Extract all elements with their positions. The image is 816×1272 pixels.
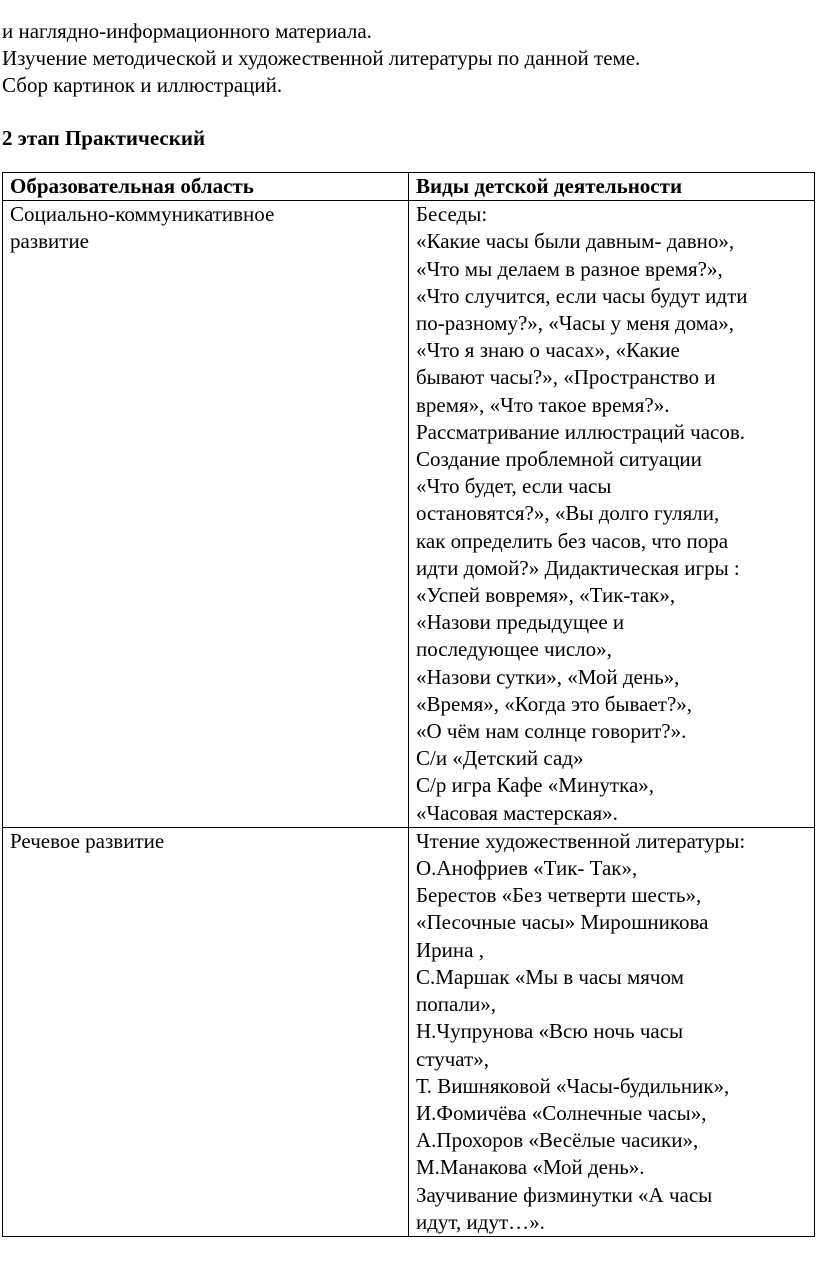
activity-line: «Что будет, если часы <box>416 474 612 499</box>
activity-line: «О чём нам солнце говорит?». <box>416 719 687 744</box>
activity-line: Берестов «Без четверти шесть», <box>416 883 702 908</box>
activity-line: Рассматривание иллюстраций часов. <box>416 419 746 444</box>
activity-line: стучат», <box>416 1046 489 1071</box>
activity-line: «Часовая мастерская». <box>416 800 618 825</box>
area-line: Социально-коммуникативное <box>10 202 275 227</box>
activity-line: И.Фомичёва «Солнечные часы», <box>416 1100 707 1125</box>
activity-line: идти домой?» Дидактическая игры : <box>416 555 740 580</box>
intro-line: и наглядно-информационного материала. <box>2 19 372 43</box>
activity-line: «Успей вовремя», «Тик-так», <box>416 583 676 608</box>
activity-line: О.Анофриев «Тик- Так», <box>416 856 638 881</box>
activity-line: С.Маршак «Мы в часы мячом <box>416 964 684 989</box>
activity-line: как определить без часов, что пора <box>416 528 729 553</box>
activity-line: «Песочные часы» Мирошникова <box>416 910 709 935</box>
area-line: Речевое развитие <box>10 828 165 853</box>
table-row <box>3 827 815 1236</box>
activity-line: «Что мы делаем в разное время?», <box>416 256 723 281</box>
activity-line: Т. Вишняковой «Часы-будильник», <box>416 1073 730 1098</box>
activity-line: Создание проблемной ситуации <box>416 447 702 472</box>
activity-line: С/р игра Кафе «Минутка», <box>416 773 655 798</box>
activity-line: остановятся?», «Вы долго гуляли, <box>416 501 720 526</box>
activity-line: последующее число», <box>416 637 612 662</box>
activity-line: Ирина , <box>416 937 484 962</box>
activity-line: Чтение художественной литературы: <box>416 828 746 853</box>
activities-table <box>2 172 815 1237</box>
activity-line: «Назови сутки», «Мой день», <box>416 664 680 689</box>
activity-line: бывают часы?», «Пространство и <box>416 365 716 390</box>
activity-line: М.Манакова «Мой день». <box>416 1155 645 1180</box>
area-cell <box>3 827 409 1236</box>
activities-cell <box>409 827 815 1236</box>
header-activity-types: Виды детской деятельности <box>409 173 815 201</box>
area-cell <box>3 201 409 828</box>
activity-line: А.Прохоров «Весёлые часики», <box>416 1128 699 1153</box>
activity-line: Н.Чупрунова «Всю ночь часы <box>416 1019 684 1044</box>
intro-paragraph <box>2 18 640 99</box>
header-educational-area: Образовательная область <box>3 173 409 201</box>
activity-line: время», «Что такое время?». <box>416 392 670 417</box>
area-line: развитие <box>10 229 90 254</box>
intro-line: Сбор картинок и иллюстраций. <box>2 73 283 97</box>
activity-line: Беседы: <box>416 202 488 227</box>
activity-line: по-разному?», «Часы у меня дома», <box>416 311 734 336</box>
activity-line: идут, идут…». <box>416 1209 545 1234</box>
table-header-row <box>3 173 815 201</box>
activity-line: «Какие часы были давным- давно», <box>416 229 735 254</box>
intro-line: Изучение методической и художественной литературы по данной теме. <box>2 46 641 70</box>
table-row <box>3 201 815 828</box>
activity-line: «Что я знаю о часах», «Какие <box>416 338 680 363</box>
activity-line: «Время», «Когда это бывает?», <box>416 691 693 716</box>
activity-line: «Назови предыдущее и <box>416 610 625 635</box>
stage-heading: 2 этап Практический <box>2 126 206 150</box>
activity-line: «Что случится, если часы будут идти <box>416 283 748 308</box>
activity-line: Заучивание физминутки «А часы <box>416 1182 713 1207</box>
activities-cell <box>409 201 815 828</box>
activity-line: попали», <box>416 992 496 1017</box>
activity-line: С/и «Детский сад» <box>416 746 584 771</box>
